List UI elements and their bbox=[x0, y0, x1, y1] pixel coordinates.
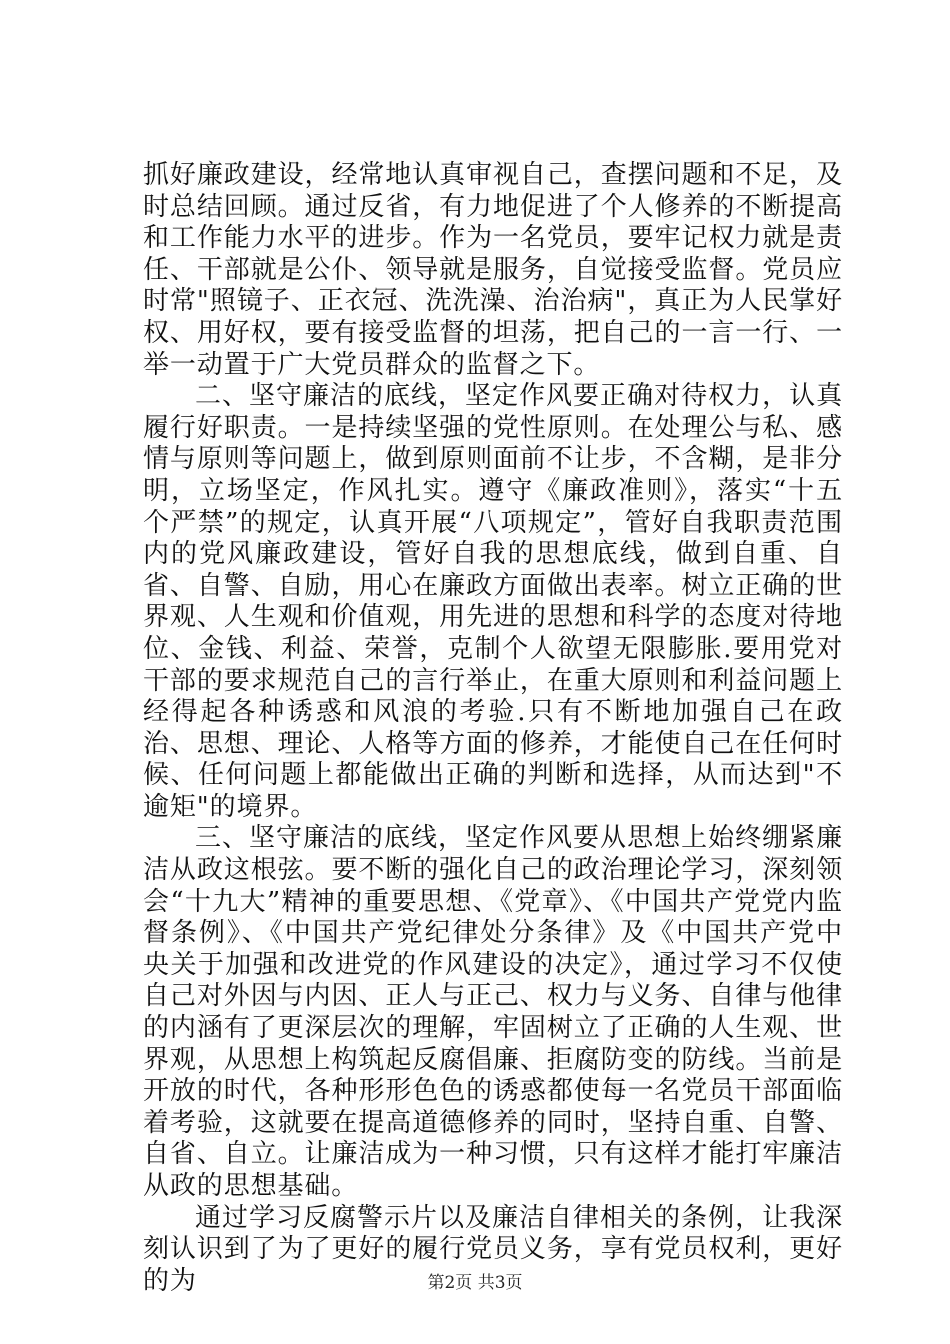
document-body bbox=[143, 160, 843, 1297]
paragraph-section-three: 三、坚守廉洁的底线，坚定作风要从思想上始终绷紧廉洁从政这根弦。要不断的强化自己的政治理论学习，深刻领会“十九大”精神的重要思想、《党章》、《中国共产党党内监督条例》、《中国共产党纪律处分条律》及《中国共产党中央关于加强和改进党的作风建设的决定》，通过学习不仅使自己对外因与内因、正人与正己、权力与义务、自律与他律的内涵有了更深层次的理解，牢固树立了正确的人生观、世界观，从思想上构筑起反腐倡廉、拒腐防变的防线。当前是开放的时代，各种形形色色的诱惑都使每一名党员干部面临着考验，这就要在提高道德修养的同时，坚持自重、自警、自省、自立。让廉洁成为一种习惯，只有这样才能打牢廉洁从政的思想基础。 bbox=[143, 823, 843, 1201]
page-number-footer: 第2页 共3页 bbox=[427, 1273, 523, 1293]
paragraph-conclusion: 通过学习反腐警示片以及廉洁自律相关的条例，让我深刻认识到了为了更好的履行党员义务，享有党员权利，更好的为 bbox=[143, 1202, 843, 1296]
paragraph-continuation: 抓好廉政建设，经常地认真审视自己，查摆问题和不足，及时总结回顾。通过反省，有力地促进了个人修养的不断提高和工作能力水平的进步。作为一名党员，要牢记权力就是责任、干部就是公仆、领导就是服务，自觉接受监督。党员应时常"照镜子、正衣冠、洗洗澡、治治病"，真正为人民掌好权、用好权，要有接受监督的坦荡，把自己的一言一行、一举一动置于广大党员群众的监督之下。 bbox=[143, 160, 843, 380]
paragraph-section-two: 二、坚守廉洁的底线，坚定作风要正确对待权力，认真履行好职责。一是持续坚强的党性原则。在处理公与私、感情与原则等问题上，做到原则面前不让步，不含糊，是非分明，立场坚定，作风扎实。遵守《廉政准则》，落实“十五个严禁”的规定，认真开展“八项规定”，管好自我职责范围内的党风廉政建设，管好自我的思想底线，做到自重、自省、自警、自励，用心在廉政方面做出表率。树立正确的世界观、人生观和价值观，用先进的思想和科学的态度对待地位、金钱、利益、荣誉，克制个人欲望无限膨胀.要用党对干部的要求规范自己的言行举止，在重大原则和利益问题上经得起各种诱惑和风浪的考验.只有不断地加强自己在政治、思想、理论、人格等方面的修养，才能使自己在任何时候、任何问题上都能做出正确的判断和选择，从而达到"不逾矩"的境界。 bbox=[143, 381, 843, 822]
